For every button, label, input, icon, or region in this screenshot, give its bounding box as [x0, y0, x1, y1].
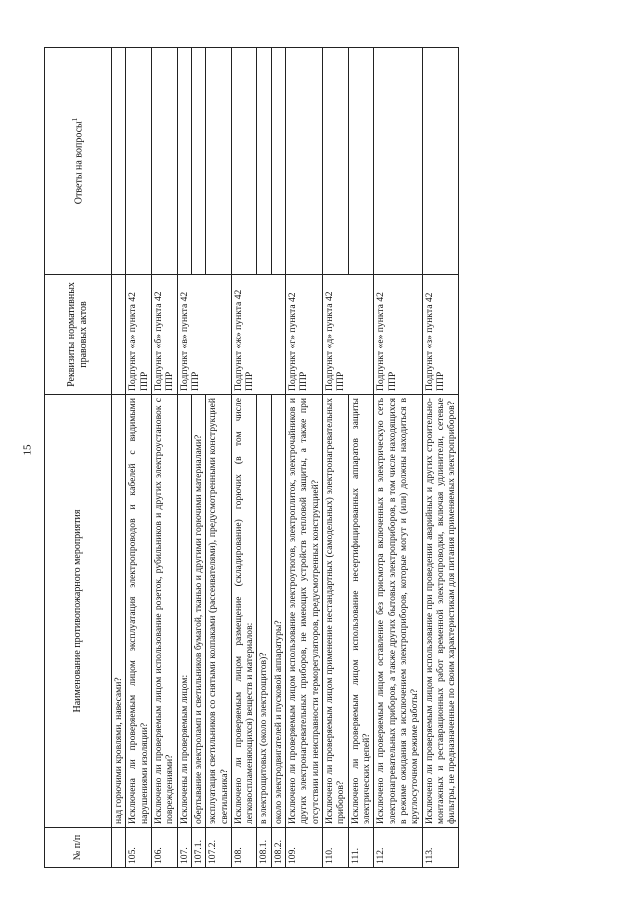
row-text: Исключено ли проверяемым лицом использование электроутюгов, электроплиток, электрочайников и других электронагревательных приборов, не имеющих устройств тепловой защиты, а также при отсутствии или неисправности терморегуляторов, предусмотренных конструкцией?	[286, 395, 323, 828]
table-row	[151, 48, 177, 868]
row-num: 109.	[286, 828, 323, 868]
row-act: Подпункт «а» пункта 42 ППР	[126, 275, 152, 395]
fire-safety-checklist-table	[44, 47, 459, 868]
row-answer	[257, 48, 271, 275]
row-num: 107.1.	[191, 828, 205, 868]
table-row	[257, 48, 271, 868]
row-answer	[177, 48, 191, 275]
row-num: 108.1.	[257, 828, 271, 868]
table-row	[422, 48, 459, 868]
row-act: Подпункт «д» пункта 42 ППР	[323, 275, 374, 395]
page-number: 15	[21, 444, 34, 456]
header-name: Наименование противопожарного мероприятия	[45, 395, 112, 828]
table-row	[286, 48, 323, 868]
table-row	[271, 48, 285, 868]
row-answer	[348, 48, 374, 275]
header-num: № п/п	[45, 828, 112, 868]
row-answer	[422, 48, 459, 275]
row-answer	[206, 48, 232, 275]
row-answer	[374, 48, 422, 275]
table-row	[374, 48, 422, 868]
row-answer	[323, 48, 349, 275]
row-num	[112, 828, 126, 868]
row-act: Подпункт «б» пункта 42 ППР	[151, 275, 177, 395]
row-answer	[151, 48, 177, 275]
row-text: Исключено ли проверяемым лицом использование несертифицированных аппаратов защиты электрических цепей?	[348, 395, 374, 828]
header-row	[45, 48, 112, 868]
table-row	[206, 48, 232, 868]
row-num: 107.2.	[206, 828, 232, 868]
row-text: в электрощитовых (около электрощитов)?	[257, 395, 271, 828]
row-text: Исключено ли проверяемым лицом использование розеток, рубильников и других электроустановок с повреждениями?	[151, 395, 177, 828]
row-answer	[271, 48, 285, 275]
rotated-page	[44, 48, 614, 868]
footnote-mark: 1	[70, 117, 79, 122]
row-act: Подпункт «е» пункта 42 ППР	[374, 275, 422, 395]
row-answer	[126, 48, 152, 275]
table-row	[348, 48, 374, 868]
row-num: 110.	[323, 828, 349, 868]
row-num: 108.	[231, 828, 257, 868]
row-num: 106.	[151, 828, 177, 868]
row-act	[112, 275, 126, 395]
table-row	[177, 48, 191, 868]
row-num: 107.	[177, 828, 191, 868]
row-num: 111.	[348, 828, 374, 868]
row-answer	[231, 48, 257, 275]
row-text: около электродвигателей и пусковой аппаратуры?	[271, 395, 285, 828]
row-act: Подпункт «в» пункта 42 ППР	[177, 275, 231, 395]
table-row	[231, 48, 257, 868]
row-act: Подпункт «з» пункта 42 ППР	[422, 275, 459, 395]
row-text: обертывание электроламп и светильников бумагой, тканью и другими горючими материалами?	[191, 395, 205, 828]
header-answers	[45, 48, 112, 275]
row-num: 105.	[126, 828, 152, 868]
row-text: эксплуатация светильников со снятыми колпаками (рассеивателями), предусмотренными конструкцией светильника?	[206, 395, 232, 828]
row-num: 108.2.	[271, 828, 285, 868]
table-row	[126, 48, 152, 868]
header-acts: Реквизиты нормативных правовых актов	[45, 275, 112, 395]
row-num: 112.	[374, 828, 422, 868]
row-act: Подпункт «г» пункта 42 ППР	[286, 275, 323, 395]
row-act: Подпункт «ж» пункта 42 ППР	[231, 275, 285, 395]
row-text: Исключено ли проверяемым лицом применение нестандартных (самодельных) электронагревательных приборов?	[323, 395, 349, 828]
row-answer	[191, 48, 205, 275]
row-num: 113.	[422, 828, 459, 868]
row-text: Исключено ли проверяемым лицом оставление без присмотра включенных в электрическую сеть электронагревательных приборов, а также других бытовых электроприборов, в том числе находящихся в режиме ожидания за исключением электроприборов, которые могут и (или) должны находиться в круглосуточном режиме работы?	[374, 395, 422, 828]
table-row	[191, 48, 205, 868]
table-row	[323, 48, 349, 868]
row-text: Исключено ли проверяемым лицом использование при проведении аварийных и других строительно-монтажных и реставрационных работ временной электропроводки, включая удлинители, сетевые фильтры, не предназначенные по своим характеристикам для питания применяемых электроприборов?	[422, 395, 459, 828]
row-text: Исключены ли проверяемым лицом:	[177, 395, 191, 828]
row-text: над горючими кровлями, навесами?	[112, 395, 126, 828]
row-text: Исключена ли проверяемым лицом эксплуатация электропроводов и кабелей с видимыми нарушениями изоляции?	[126, 395, 152, 828]
row-text: Исключено ли проверяемым лицом размещение (складирование) горючих (в том числе легковоспламеняющихся) веществ и материалов:	[231, 395, 257, 828]
row-answer	[112, 48, 126, 275]
row-answer	[286, 48, 323, 275]
header-answers-text: Ответы на вопросы	[73, 121, 85, 205]
table-row	[112, 48, 126, 868]
